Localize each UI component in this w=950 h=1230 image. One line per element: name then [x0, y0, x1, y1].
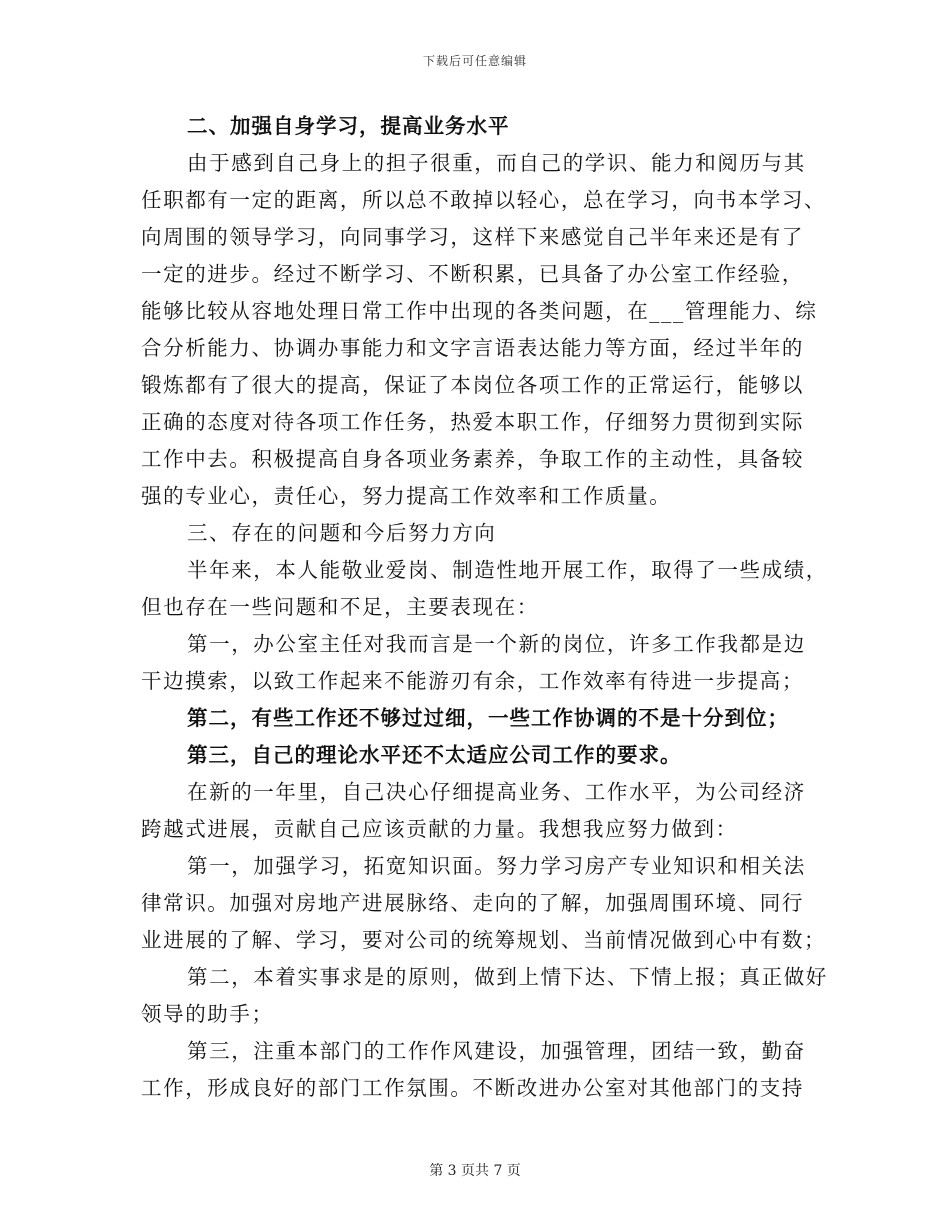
paragraph-line: 强的专业心，责任心，努力提高工作效率和工作质量。	[141, 484, 672, 508]
paragraph-line: 第三，注重本部门的工作作风建设，加强管理，团结一致，勤奋	[187, 1039, 806, 1063]
paragraph-line: 律常识。加强对房地产进展脉络、走向的了解，加强周围环境、同行	[141, 891, 804, 915]
document-body	[141, 108, 828, 1107]
paragraph-line: 第一，办公室主任对我而言是一个新的岗位，许多工作我都是边	[187, 632, 806, 656]
bold-paragraph-line: 第二，有些工作还不够过过细，一些工作协调的不是十分到位；	[187, 706, 789, 730]
paragraph-line: 半年来，本人能敬业爱岗、制造性地开展工作，取得了一些成绩，	[187, 558, 828, 582]
paragraph-line: 第一，加强学习，拓宽知识面。努力学习房产专业知识和相关法	[187, 854, 806, 878]
page-header: 下载后可任意编辑	[422, 54, 527, 68]
paragraph-line: 正确的态度对待各项工作任务，热爱本职工作，仔细努力贯彻到实际	[141, 410, 804, 434]
paragraph-line: 锻炼都有了很大的提高，保证了本岗位各项工作的正常运行，能够以	[141, 373, 804, 397]
paragraph-line: 在新的一年里，自己决心仔细提高业务、工作水平，为公司经济	[187, 780, 806, 804]
paragraph-line: 向周围的领导学习，向同事学习，这样下来感觉自己半年来还是有了	[141, 225, 804, 249]
paragraph-line: 合分析能力、协调办事能力和文字言语表达能力等方面，经过半年的	[141, 336, 804, 360]
section-heading: 三、存在的问题和今后努力方向	[187, 521, 497, 545]
paragraph-line: 跨越式进展，贡献自己应该贡献的力量。我想我应努力做到：	[141, 817, 738, 841]
page-footer: 第 3 页共 7 页	[429, 1163, 521, 1179]
paragraph-line: 一定的进步。经过不断学习、不断积累，已具备了办公室工作经验，	[141, 262, 804, 286]
paragraph-line: 任职都有一定的距离，所以总不敢掉以轻心，总在学习，向书本学习、	[141, 188, 827, 212]
paragraph-line: 第二，本着实事求是的原则，做到上情下达、下情上报；真正做好	[187, 965, 828, 989]
paragraph-line: 但也存在一些问题和不足，主要表现在：	[141, 595, 539, 619]
paragraph-line: 工作，形成良好的部门工作氛围。不断改进办公室对其他部门的支持	[141, 1076, 804, 1100]
paragraph-line: 工作中去。积极提高自身各项业务素养，争取工作的主动性，具备较	[141, 447, 804, 471]
paragraph-line: 由于感到自己身上的担子很重，而自己的学识、能力和阅历与其	[187, 151, 806, 175]
paragraph-line: 能够比较从容地处理日常工作中出现的各类问题，在___管理能力、综	[141, 299, 818, 323]
paragraph-line: 领导的助手；	[141, 1002, 274, 1026]
section-heading: 二、加强自身学习，提高业务水平	[187, 114, 510, 138]
bold-paragraph-line: 第三，自己的理论水平还不太适应公司工作的要求。	[187, 743, 682, 767]
paragraph-line: 业进展的了解、学习，要对公司的统筹规划、当前情况做到心中有数；	[141, 928, 827, 952]
paragraph-line: 干边摸索，以致工作起来不能游刃有余，工作效率有待进一步提高；	[141, 669, 804, 693]
